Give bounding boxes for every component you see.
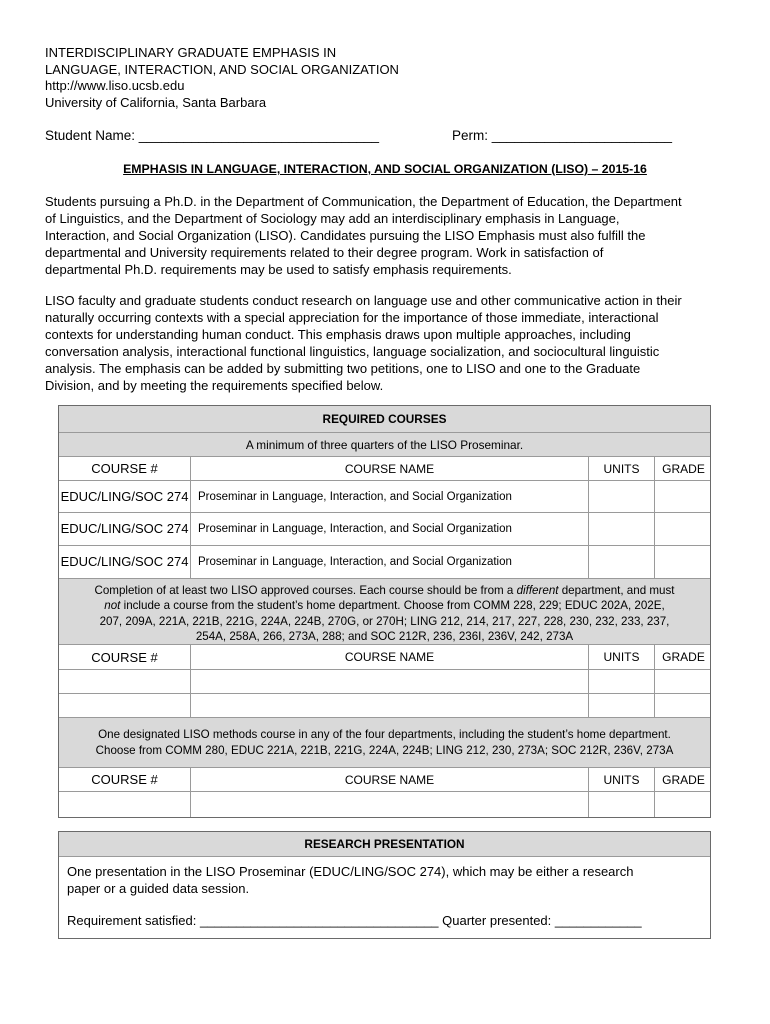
course-name-input[interactable] bbox=[190, 694, 588, 717]
approved-courses-note bbox=[59, 578, 710, 644]
course-number: EDUC/LING/SOC 274 bbox=[60, 521, 189, 537]
course-name: Proseminar in Language, Interaction, and Social Organization bbox=[190, 481, 588, 512]
approved-note-line-2: not include a course from the student’s home department. Choose from COMM 228, 229; EDUC 202A, 202E, bbox=[104, 599, 665, 613]
units-cell[interactable] bbox=[588, 694, 654, 717]
proseminar-note: A minimum of three quarters of the LISO Proseminar. bbox=[59, 432, 710, 456]
table-row bbox=[59, 791, 710, 817]
table-row bbox=[59, 545, 710, 578]
col-grade: GRADE bbox=[654, 457, 712, 480]
research-line: contexts for understanding human conduct. This emphasis draws upon multiple approaches, including bbox=[45, 326, 631, 342]
column-header-row bbox=[59, 767, 710, 791]
research-presentation-box bbox=[58, 831, 711, 939]
header-university: University of California, Santa Barbara bbox=[45, 95, 267, 111]
course-number: EDUC/LING/SOC 274 bbox=[60, 554, 189, 570]
research-paragraph bbox=[45, 293, 731, 394]
col-units: UNITS bbox=[588, 645, 654, 669]
intro-line: of Linguistics, and the Department of Sociology may add an interdisciplinary emphasis in Language, bbox=[45, 210, 620, 226]
column-header-row bbox=[59, 644, 710, 669]
course-number-input[interactable] bbox=[59, 694, 190, 717]
research-line: naturally occurring contexts with a special appreciation for the importance of those immediate, interactional bbox=[45, 309, 659, 325]
col-course-name: COURSE NAME bbox=[190, 645, 588, 669]
col-course-name: COURSE NAME bbox=[190, 768, 588, 791]
col-grade: GRADE bbox=[654, 645, 712, 669]
emphasis-not: not bbox=[104, 599, 121, 613]
header-block bbox=[45, 45, 399, 112]
col-course: COURSE # bbox=[91, 461, 158, 476]
header-line-2: LANGUAGE, INTERACTION, AND SOCIAL ORGANIZATION bbox=[45, 61, 399, 77]
research-presentation-header: RESEARCH PRESENTATION bbox=[59, 832, 710, 857]
table-row bbox=[59, 512, 710, 545]
course-number: EDUC/LING/SOC 274 bbox=[60, 488, 189, 504]
units-cell[interactable] bbox=[588, 792, 654, 817]
header-line-1: INTERDISCIPLINARY GRADUATE EMPHASIS IN bbox=[45, 45, 337, 60]
required-courses-header: REQUIRED COURSES bbox=[59, 406, 710, 432]
requirement-satisfied-field[interactable]: Requirement satisfied: _________________________________ Quarter presented: ____________ bbox=[67, 913, 642, 928]
course-number-input[interactable] bbox=[59, 792, 190, 817]
course-name-input[interactable] bbox=[190, 792, 588, 817]
units-cell[interactable] bbox=[588, 481, 654, 512]
grade-cell[interactable] bbox=[654, 792, 712, 817]
research-line: LISO faculty and graduate students conduct research on language use and other communicative action in their bbox=[45, 293, 682, 308]
col-units: UNITS bbox=[588, 768, 654, 791]
intro-paragraph bbox=[45, 194, 731, 279]
col-course: COURSE # bbox=[91, 649, 158, 665]
emphasis-different: different bbox=[516, 584, 559, 597]
course-number-input[interactable] bbox=[59, 670, 190, 693]
grade-cell[interactable] bbox=[654, 694, 712, 717]
approved-note-line-3: 207, 209A, 221A, 221B, 221G, 224A, 224B, 270G, or 270H; LING 212, 214, 217, 227, 228, 230, 232, 233, 237, bbox=[99, 614, 670, 628]
table-row bbox=[59, 693, 710, 717]
units-cell[interactable] bbox=[588, 546, 654, 578]
course-name: Proseminar in Language, Interaction, and Social Organization bbox=[190, 513, 588, 545]
table-row bbox=[59, 480, 710, 512]
page-title: EMPHASIS IN LANGUAGE, INTERACTION, AND SOCIAL ORGANIZATION (LISO) – 2015-16 bbox=[123, 162, 647, 176]
units-cell[interactable] bbox=[588, 513, 654, 545]
col-units: UNITS bbox=[588, 457, 654, 480]
grade-cell[interactable] bbox=[654, 670, 712, 693]
column-header-row bbox=[59, 456, 710, 480]
research-line: conversation analysis, interactional functional linguistics, language socialization, and sociocultural linguistic bbox=[45, 343, 660, 359]
research-body-line: paper or a guided data session. bbox=[67, 880, 250, 896]
col-course: COURSE # bbox=[91, 772, 158, 787]
course-name-input[interactable] bbox=[190, 670, 588, 693]
table-row bbox=[59, 669, 710, 693]
research-presentation-body bbox=[67, 864, 633, 898]
grade-cell[interactable] bbox=[654, 481, 712, 512]
approved-note-line-4: 254A, 258A, 266, 273A, 288; and SOC 212R, 236, 236I, 236V, 242, 273A bbox=[195, 630, 574, 644]
student-name-field[interactable]: Student Name: ________________________________ bbox=[45, 128, 380, 143]
intro-line: departmental Ph.D. requirements may be used to satisfy emphasis requirements. bbox=[45, 261, 512, 277]
intro-line: Students pursuing a Ph.D. in the Department of Communication, the Department of Education, the Department bbox=[45, 194, 682, 209]
intro-line: Interaction, and Social Organization (LISO). Candidates pursuing the LISO Emphasis must also fulfill the bbox=[45, 227, 646, 243]
methods-course-note bbox=[59, 717, 710, 767]
course-name: Proseminar in Language, Interaction, and Social Organization bbox=[190, 546, 588, 578]
grade-cell[interactable] bbox=[654, 546, 712, 578]
intro-line: departmental and University requirements related to their degree program. Work in satisfaction of bbox=[45, 244, 604, 260]
col-grade: GRADE bbox=[654, 768, 712, 791]
methods-note-line-2: Choose from COMM 280, EDUC 221A, 221B, 221G, 224A, 224B; LING 212, 230, 273A; SOC 212R, 236V, 273A bbox=[95, 743, 674, 757]
research-body-line: One presentation in the LISO Proseminar (EDUC/LING/SOC 274), which may be either a research bbox=[67, 864, 634, 879]
research-line: analysis. The emphasis can be added by submitting two petitions, one to LISO and one to the Graduate bbox=[45, 360, 641, 376]
units-cell[interactable] bbox=[588, 670, 654, 693]
approved-note-line-1: Completion of at least two LISO approved courses. Each course should be from a different department, and must bbox=[94, 584, 675, 597]
col-course-name: COURSE NAME bbox=[190, 457, 588, 480]
header-url[interactable]: http://www.liso.ucsb.edu bbox=[45, 78, 185, 94]
methods-note-line-1: One designated LISO methods course in any of the four departments, including the student’s home department. bbox=[98, 728, 671, 742]
perm-field[interactable]: Perm: ________________________ bbox=[452, 128, 672, 143]
grade-cell[interactable] bbox=[654, 513, 712, 545]
research-line: Division, and by meeting the requirements specified below. bbox=[45, 377, 384, 393]
required-courses-table bbox=[58, 405, 711, 818]
